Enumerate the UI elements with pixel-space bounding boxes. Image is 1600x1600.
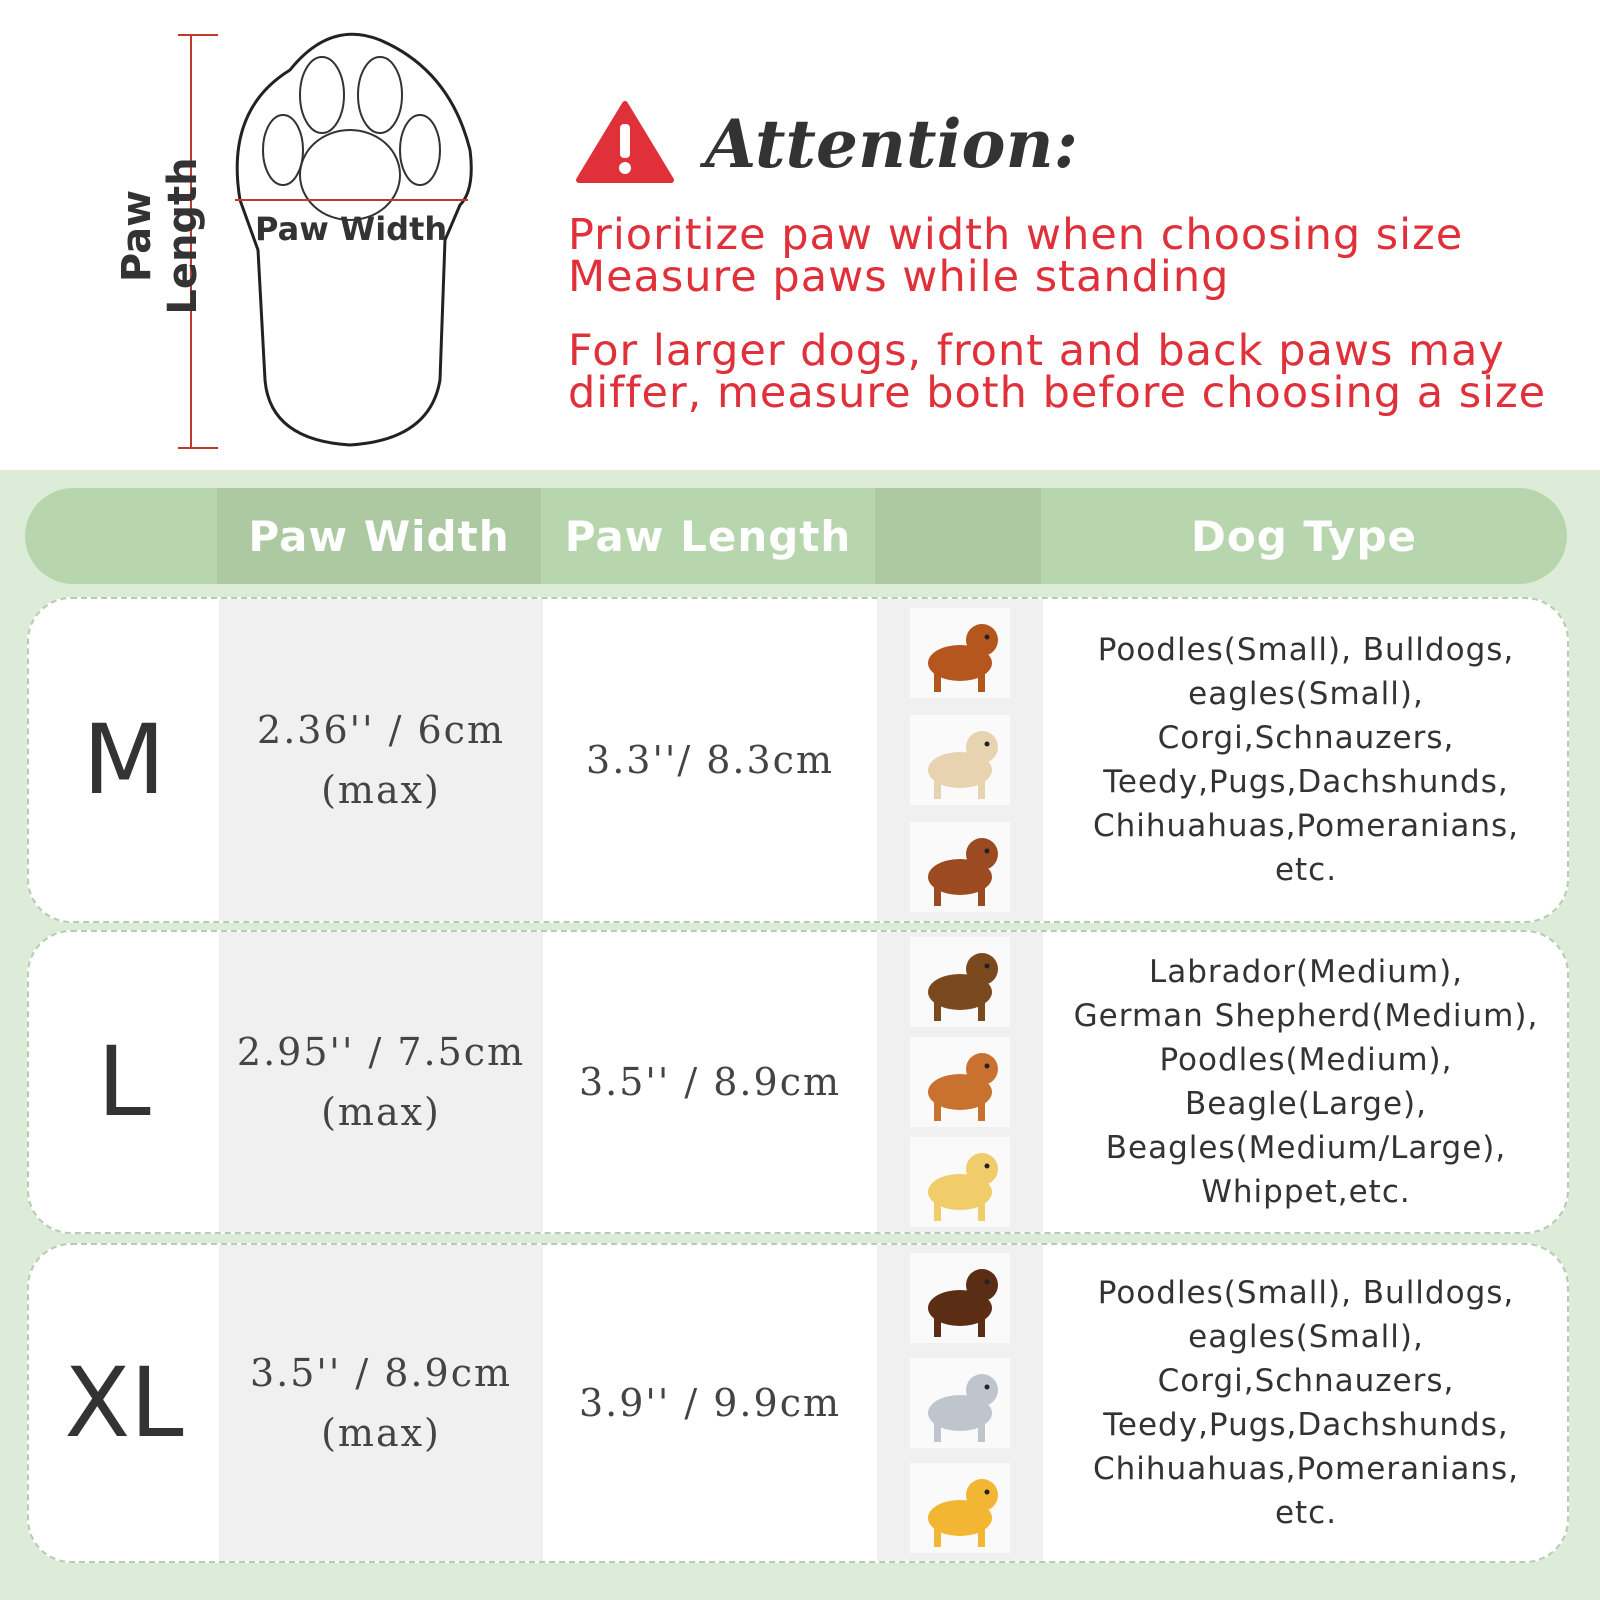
paw-width-value: 3.5'' / 8.9cm xyxy=(249,1351,513,1395)
attention-line: Prioritize paw width when choosing size xyxy=(568,210,1464,260)
paw-length-value: 3.3''/ 8.3cm xyxy=(586,738,834,782)
table-row xyxy=(27,1243,1569,1563)
dog-type-line: eagles(Small), xyxy=(1188,676,1424,712)
dog-type-list xyxy=(1043,599,1569,921)
paw-width-note: (max) xyxy=(321,1411,441,1455)
header-size xyxy=(25,488,217,584)
table-row xyxy=(27,597,1569,923)
paw-length-label: Paw Length xyxy=(114,157,206,315)
rottweiler-icon xyxy=(910,1253,1010,1343)
german-shepherd-icon xyxy=(910,937,1010,1027)
paw-length-value: 3.9'' / 9.9cm xyxy=(578,1381,842,1425)
dog-type-line: Beagle(Large), xyxy=(1185,1086,1427,1122)
paw-width-label: Paw Width xyxy=(255,210,448,248)
labrador-icon xyxy=(910,1137,1010,1227)
dog-type-list xyxy=(1043,932,1569,1232)
golden-retriever-icon xyxy=(910,1463,1010,1553)
attention-line: differ, measure both before choosing a size xyxy=(568,368,1547,418)
dog-type-line: eagles(Small), xyxy=(1188,1319,1424,1355)
paw-width-note: (max) xyxy=(321,768,441,812)
paw-length-value: 3.5'' / 8.9cm xyxy=(578,1060,842,1104)
dog-type-line: etc. xyxy=(1274,1495,1338,1531)
dog-type-line: Chihuahuas,Pomeranians, xyxy=(1093,808,1519,844)
dachshund-icon xyxy=(910,608,1010,698)
size-label: M xyxy=(82,704,166,816)
dog-type-line: etc. xyxy=(1274,852,1338,888)
dog-images xyxy=(877,599,1043,921)
dog-type-line: Chihuahuas,Pomeranians, xyxy=(1093,1451,1519,1487)
dog-type-list xyxy=(1043,1245,1569,1561)
dog-type-line: German Shepherd(Medium), xyxy=(1073,998,1539,1034)
attention-title: Attention: xyxy=(705,105,1078,183)
paw-width-value: 2.95'' / 7.5cm xyxy=(236,1030,526,1074)
warning-icon xyxy=(575,100,675,185)
header-dog-images xyxy=(875,488,1041,584)
size-label: XL xyxy=(64,1347,184,1459)
dog-type-line: Teedy,Pugs,Dachshunds, xyxy=(1103,764,1509,800)
attention-line: Measure paws while standing xyxy=(568,252,1230,302)
dog-type-line: Teedy,Pugs,Dachshunds, xyxy=(1103,1407,1509,1443)
dog-images xyxy=(877,1245,1043,1561)
measurement-section xyxy=(0,0,1600,470)
dog-type-line: Corgi,Schnauzers, xyxy=(1157,720,1455,756)
husky-icon xyxy=(910,1358,1010,1448)
header-dog-type: Dog Type xyxy=(1191,511,1417,561)
table-row xyxy=(27,930,1569,1234)
pug-icon xyxy=(910,715,1010,805)
paw-width-note: (max) xyxy=(321,1090,441,1134)
dog-type-line: Poodles(Small), Bulldogs, xyxy=(1097,632,1515,668)
dog-type-line: Corgi,Schnauzers, xyxy=(1157,1363,1455,1399)
poodle-icon xyxy=(910,822,1010,912)
dog-type-line: Labrador(Medium), xyxy=(1148,954,1464,990)
header-paw-width: Paw Width xyxy=(217,488,541,584)
beagle-icon xyxy=(910,1037,1010,1127)
dog-type-line: Poodles(Small), Bulldogs, xyxy=(1097,1275,1515,1311)
dog-type-line: Poodles(Medium), xyxy=(1159,1042,1453,1078)
header-paw-length: Paw Length xyxy=(564,511,852,561)
dog-type-line: Whippet,etc. xyxy=(1201,1174,1411,1210)
dog-images xyxy=(877,932,1043,1232)
dog-type-line: Beagles(Medium/Large), xyxy=(1105,1130,1507,1166)
size-label: L xyxy=(97,1026,151,1138)
paw-width-value: 2.36'' / 6cm xyxy=(257,708,505,752)
attention-line: For larger dogs, front and back paws may xyxy=(568,326,1505,376)
table-header xyxy=(25,488,1567,584)
